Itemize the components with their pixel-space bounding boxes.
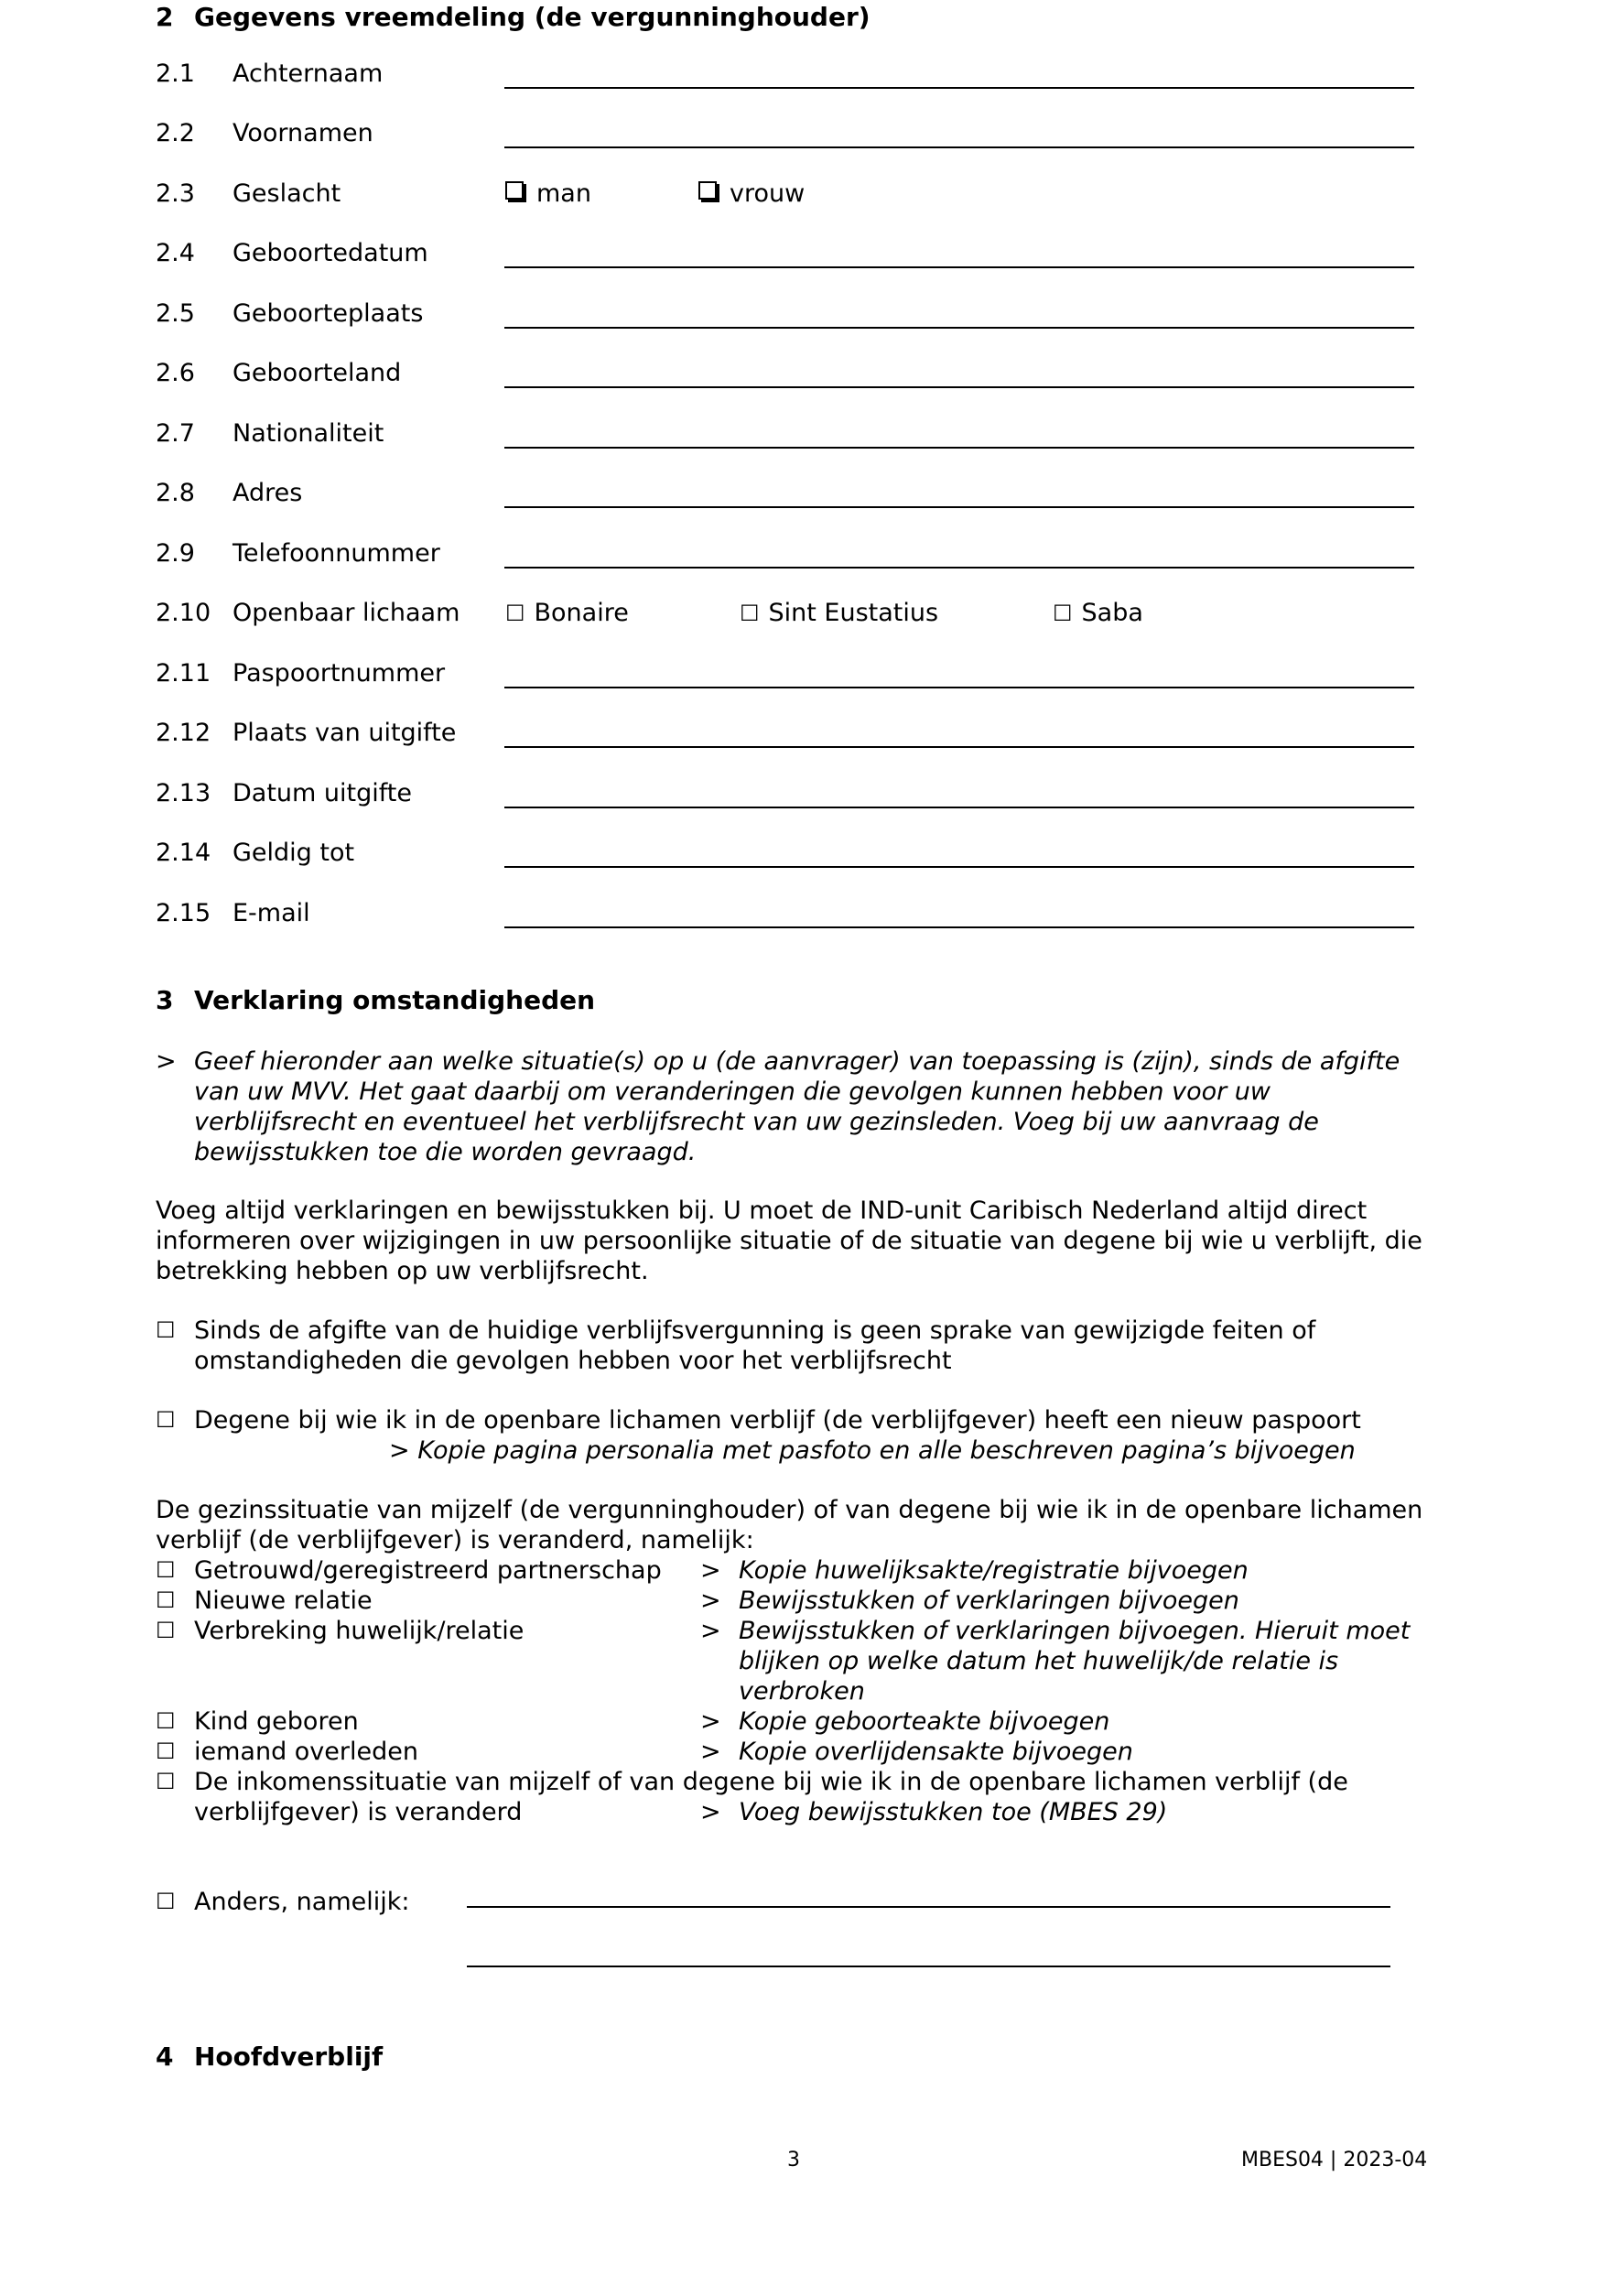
field-voornamen <box>156 119 1254 152</box>
new-passport-note: > Kopie pagina personalia met pasfoto en alle beschreven pagina’s bijvoegen <box>389 1436 1356 1465</box>
field-label: Achternaam <box>232 60 384 88</box>
field-label: Geboortedatum <box>232 239 428 267</box>
paspoortnummer-input[interactable] <box>504 687 1414 688</box>
arrow-icon: > <box>700 1617 721 1645</box>
checkbox-icon[interactable]: ☐ <box>156 1738 176 1764</box>
arrow-icon: > <box>700 1587 721 1615</box>
field-telefoonnummer <box>156 539 1254 572</box>
field-number: 2.5 <box>156 299 195 328</box>
achternaam-input[interactable] <box>504 87 1414 89</box>
field-datum-uitgifte <box>156 779 1254 812</box>
field-label: Datum uitgifte <box>232 779 412 807</box>
checkbox-icon[interactable]: ☐ <box>156 1557 176 1583</box>
field-nationaliteit <box>156 419 1254 452</box>
field-adres <box>156 479 1254 512</box>
field-number: 2.2 <box>156 119 195 147</box>
adres-input[interactable] <box>504 506 1414 508</box>
field-label: Telefoonnummer <box>232 539 440 568</box>
arrow-icon: > <box>700 1738 721 1766</box>
checkbox-icon[interactable]: ☐ <box>156 1889 176 1914</box>
section-number: 2 <box>156 2 174 32</box>
intro-marker: > <box>156 1047 177 1076</box>
gender-option-man[interactable]: man <box>505 179 591 208</box>
field-number: 2.8 <box>156 479 195 507</box>
geldig-tot-input[interactable] <box>504 866 1414 868</box>
field-geslacht <box>156 179 1254 212</box>
field-number: 2.9 <box>156 539 195 568</box>
field-label: Adres <box>232 479 303 507</box>
field-number: 2.12 <box>156 719 211 747</box>
field-label: Voornamen <box>232 119 373 147</box>
field-label: Geldig tot <box>232 839 355 867</box>
section-title: Gegevens vreemdeling (de vergunninghouder) <box>194 2 870 32</box>
section-2-heading <box>156 2 870 32</box>
field-label: Paspoortnummer <box>232 659 446 688</box>
checkbox-icon[interactable]: ☐ <box>156 1618 176 1643</box>
option-saba[interactable]: ☐ Saba <box>1053 599 1143 627</box>
checkbox-icon[interactable] <box>698 181 717 200</box>
field-number: 2.13 <box>156 779 211 807</box>
field-label: Openbaar lichaam <box>232 599 460 627</box>
arrow-icon: > <box>700 1707 721 1736</box>
page-number: 3 <box>787 2149 800 2171</box>
field-geboorteplaats <box>156 299 1254 332</box>
family-intro: De gezinssituatie van mijzelf (de vergunninghouder) of van degene bij wie ik in de openbare lichamen verblijf (de verblijfgever) is veranderd, namelijk: <box>156 1496 1423 1554</box>
field-plaats-van-uitgifte <box>156 719 1254 752</box>
field-geldig-tot <box>156 839 1254 872</box>
datum-uitgifte-input[interactable] <box>504 807 1414 808</box>
arrow-icon: > <box>700 1556 721 1585</box>
checkbox-icon[interactable]: ☐ <box>1053 601 1073 626</box>
section-title: Hoofdverblijf <box>194 2041 384 2072</box>
checkbox-icon[interactable]: ☐ <box>156 1587 176 1613</box>
form-code: MBES04 | 2023-04 <box>1241 2149 1428 2171</box>
arrow-icon: > <box>700 1798 721 1826</box>
field-label: Geboorteplaats <box>232 299 424 328</box>
field-label: Plaats van uitgifte <box>232 719 457 747</box>
field-number: 2.7 <box>156 419 195 448</box>
field-label: Geboorteland <box>232 359 402 387</box>
telefoonnummer-input[interactable] <box>504 567 1414 569</box>
checkbox-icon[interactable]: ☐ <box>156 1708 176 1734</box>
field-geboorteland <box>156 359 1254 392</box>
gender-option-vrouw[interactable]: vrouw <box>698 179 805 208</box>
geboortedatum-input[interactable] <box>504 266 1414 268</box>
notice-paragraph: Voeg altijd verklaringen en bewijsstukken bij. U moet de IND-unit Caribisch Nederland altijd direct informeren over wijzigingen in uw persoonlijke situatie of de situatie van degene bij wie u verblijft, die betrekking hebben op uw verblijfsrecht. <box>156 1197 1422 1285</box>
field-paspoortnummer <box>156 659 1254 692</box>
field-openbaar-lichaam <box>156 599 1254 632</box>
checkbox-icon[interactable] <box>505 181 524 200</box>
checkbox-icon[interactable]: ☐ <box>156 1769 176 1794</box>
field-label: Geslacht <box>232 179 341 208</box>
field-email <box>156 899 1254 932</box>
field-number: 2.11 <box>156 659 211 688</box>
checkbox-icon[interactable]: ☐ <box>740 601 760 626</box>
field-number: 2.10 <box>156 599 211 627</box>
field-number: 2.4 <box>156 239 195 267</box>
field-label: Nationaliteit <box>232 419 384 448</box>
nationaliteit-input[interactable] <box>504 447 1414 449</box>
field-label: E-mail <box>232 899 310 927</box>
checkbox-icon[interactable]: ☐ <box>156 1317 176 1343</box>
section-3-heading <box>156 985 595 1015</box>
section-4-heading <box>156 2041 383 2072</box>
field-number: 2.6 <box>156 359 195 387</box>
field-number: 2.14 <box>156 839 211 867</box>
section-title: Verklaring omstandigheden <box>194 985 596 1015</box>
option-sint-eustatius[interactable]: ☐ Sint Eustatius <box>740 599 939 627</box>
field-number: 2.1 <box>156 60 195 88</box>
geboorteplaats-input[interactable] <box>504 327 1414 329</box>
field-geboortedatum <box>156 239 1254 272</box>
field-achternaam <box>156 60 1254 92</box>
voornamen-input[interactable] <box>504 146 1414 148</box>
field-number: 2.15 <box>156 899 211 927</box>
field-number: 2.3 <box>156 179 195 208</box>
email-input[interactable] <box>504 926 1414 928</box>
checkbox-icon[interactable]: ☐ <box>505 601 525 626</box>
checkbox-icon[interactable]: ☐ <box>156 1407 176 1433</box>
section-number: 3 <box>156 985 174 1015</box>
option-bonaire[interactable]: ☐ Bonaire <box>505 599 629 627</box>
section-number: 4 <box>156 2041 174 2072</box>
geboorteland-input[interactable] <box>504 386 1414 388</box>
intro-text: Geef hieronder aan welke situatie(s) op u (de aanvrager) van toepassing is (zijn), sinds de afgifte van uw MVV. Het gaat daarbij om veranderingen die gevolgen kunnen hebben voor uw verblijfsrecht en eventueel het verblijfsrecht van uw gezinsleden. Voeg bij uw aanvraag de bewijsstukken toe die worden gevraagd. <box>194 1047 1400 1166</box>
plaats-van-uitgifte-input[interactable] <box>504 746 1414 748</box>
other-input-line-2[interactable] <box>467 1966 1390 1967</box>
other-input-line-1[interactable] <box>467 1906 1390 1908</box>
